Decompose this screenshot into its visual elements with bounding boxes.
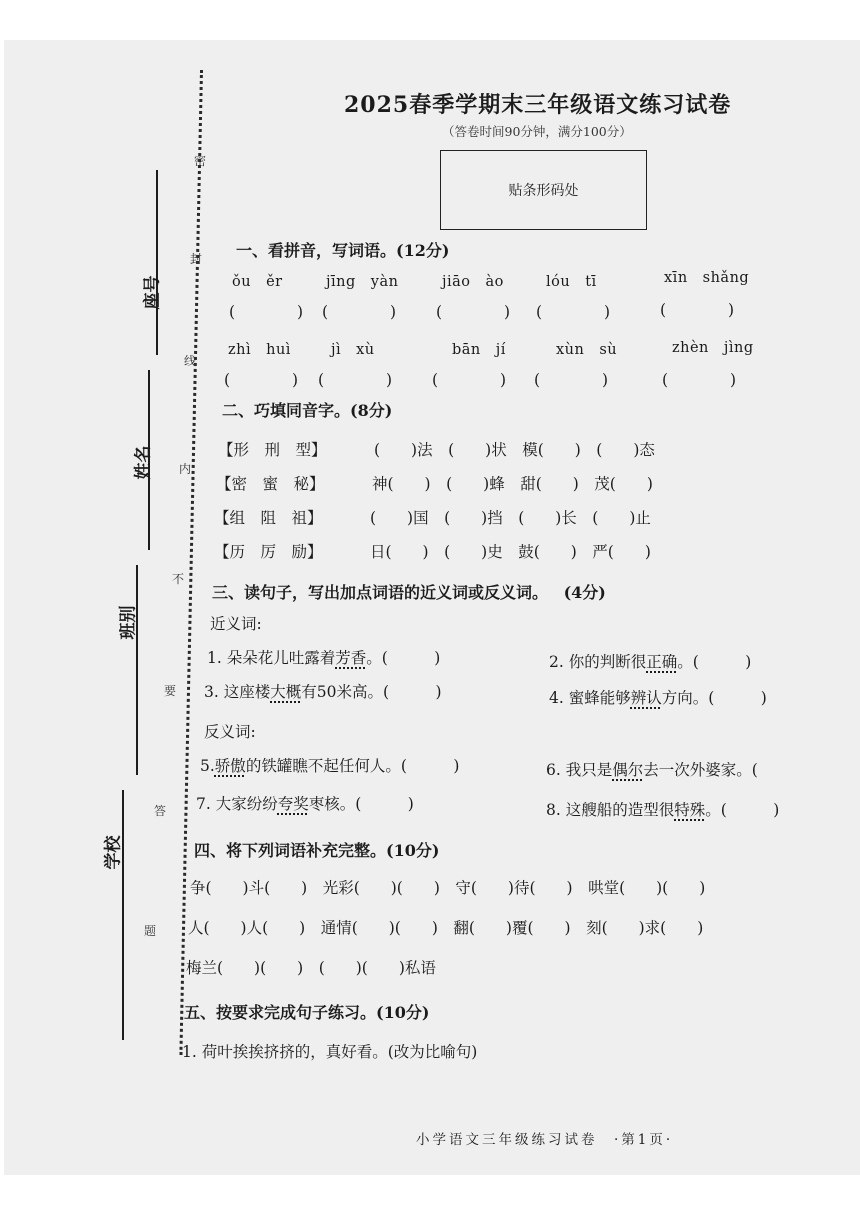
homophone-items-4[interactable]: 日( ) ( )史 鼓( ) 严( ) <box>370 543 651 561</box>
dotted-word: 夸奖 <box>277 795 309 813</box>
answer-blank[interactable]: ( ) <box>432 371 507 389</box>
dotted-word: 偶尔 <box>612 761 644 779</box>
dotted-word: 骄傲 <box>214 757 246 775</box>
section-5-heading: 五、按要求完成句子练习。(10分) <box>184 1003 430 1022</box>
seal-char-6: 要 <box>164 684 177 698</box>
class-line <box>136 565 138 775</box>
seat-number-line <box>156 170 158 355</box>
homophone-group-2: 【密 蜜 秘】 <box>216 475 325 493</box>
question-7: 7. 大家纷纷夸奖枣核。( ) <box>196 795 414 813</box>
idiom-row-3[interactable]: 梅兰( )( ) ( )( )私语 <box>186 959 436 977</box>
answer-blank[interactable]: ( ) <box>436 303 511 321</box>
section-3-heading <box>212 580 606 603</box>
synonym-label: 近义词: <box>210 615 262 633</box>
exam-paper <box>4 40 860 1175</box>
dotted-word: 特殊 <box>674 801 706 819</box>
dotted-word: 辨认 <box>630 689 662 707</box>
question-3: 3. 这座楼大概有50米高。( ) <box>204 683 442 701</box>
answer-blank[interactable]: ( ) <box>318 371 393 389</box>
seal-char-3: 线 <box>184 354 197 368</box>
seal-char-4: 内 <box>179 462 192 476</box>
idiom-row-2[interactable]: 人( )人( ) 通情( )( ) 翻( )覆( ) 刻( )求( ) <box>188 919 704 937</box>
class-label: 班别 <box>118 605 139 640</box>
question-6: 6. 我只是偶尔去一次外婆家。( <box>546 761 758 779</box>
seal-char-8: 题 <box>144 924 157 938</box>
answer-blank[interactable]: ( ) <box>322 303 397 321</box>
answer-blank[interactable]: ( ) <box>536 303 611 321</box>
answer-blank[interactable]: ( ) <box>224 371 299 389</box>
dotted-word: 芳香 <box>335 649 367 667</box>
exam-title: 2025春季学期末三年级语文练习试卷 <box>344 92 732 118</box>
question-5: 5.骄傲的铁罐瞧不起任何人。( ) <box>200 757 460 775</box>
seal-dotted-line <box>179 70 203 1055</box>
question-2: 2. 你的判断很正确。( ) <box>549 653 752 671</box>
barcode-box <box>440 150 647 230</box>
pinyin-1: ǒu ěr <box>232 274 283 290</box>
homophone-items-1[interactable]: ( )法 ( )状 模( ) ( )态 <box>374 441 655 459</box>
pinyin-4: lóu tī <box>546 274 597 290</box>
homophone-items-2[interactable]: 神( ) ( )蜂 甜( ) 茂( ) <box>372 475 653 493</box>
pinyin-10: zhèn jìng <box>672 340 754 356</box>
question-1: 1. 朵朵花儿吐露着芳香。( ) <box>207 649 441 667</box>
pinyin-7: jì xù <box>331 342 375 358</box>
name-label: 姓名 <box>133 445 154 480</box>
school-label: 学校 <box>103 835 124 870</box>
dotted-word: 大概 <box>270 683 302 701</box>
homophone-group-4: 【历 厉 励】 <box>214 543 323 561</box>
school-line <box>122 790 124 1040</box>
section-3-title: 三、读句子，写出加点词语的近义词或反义词。 <box>212 583 549 602</box>
pinyin-8: bān jí <box>452 342 506 358</box>
seal-char-1: 密 <box>194 154 207 168</box>
seat-number-label: 座号 <box>142 275 163 310</box>
section-1-heading: 一、看拼音，写词语。(12分) <box>236 241 450 260</box>
page-footer: 小学语文三年级练习试卷 ·第1页· <box>416 1132 674 1148</box>
answer-blank[interactable]: ( ) <box>660 301 735 319</box>
pinyin-6: zhì huì <box>228 342 291 358</box>
antonym-label: 反义词: <box>204 723 256 741</box>
idiom-row-1[interactable]: 争( )斗( ) 光彩( )( ) 守( )待( ) 哄堂( )( ) <box>190 879 706 897</box>
seal-char-5: 不 <box>172 572 185 586</box>
homophone-items-3[interactable]: ( )国 ( )挡 ( )长 ( )止 <box>370 509 651 527</box>
question-4: 4. 蜜蜂能够辨认方向。( ) <box>549 689 767 707</box>
pinyin-3: jiāo ào <box>442 274 504 290</box>
question-8: 8. 这艘船的造型很特殊。( ) <box>546 801 780 819</box>
answer-blank[interactable]: ( ) <box>229 303 304 321</box>
answer-blank[interactable]: ( ) <box>662 371 737 389</box>
homophone-group-3: 【组 阻 祖】 <box>214 509 323 527</box>
seal-char-7: 答 <box>154 804 167 818</box>
answer-blank[interactable]: ( ) <box>534 371 609 389</box>
section-2-heading: 二、巧填同音字。(8分) <box>222 401 393 420</box>
pinyin-2: jīng yàn <box>326 274 399 290</box>
homophone-group-1: 【形 刑 型】 <box>218 441 327 459</box>
pinyin-5: xīn shǎng <box>664 270 750 286</box>
sentence-question-1: 1. 荷叶挨挨挤挤的，真好看。(改为比喻句) <box>182 1043 478 1061</box>
dotted-word: 正确 <box>646 653 678 671</box>
section-4-heading: 四、将下列词语补充完整。(10分) <box>194 841 440 860</box>
exam-subtitle: （答卷时间90分钟，满分100分） <box>442 124 632 139</box>
barcode-label: 贴条形码处 <box>508 183 579 199</box>
section-3-points: (4分) <box>563 583 606 602</box>
seal-char-2: 封 <box>190 252 203 266</box>
pinyin-9: xùn sù <box>556 342 618 358</box>
